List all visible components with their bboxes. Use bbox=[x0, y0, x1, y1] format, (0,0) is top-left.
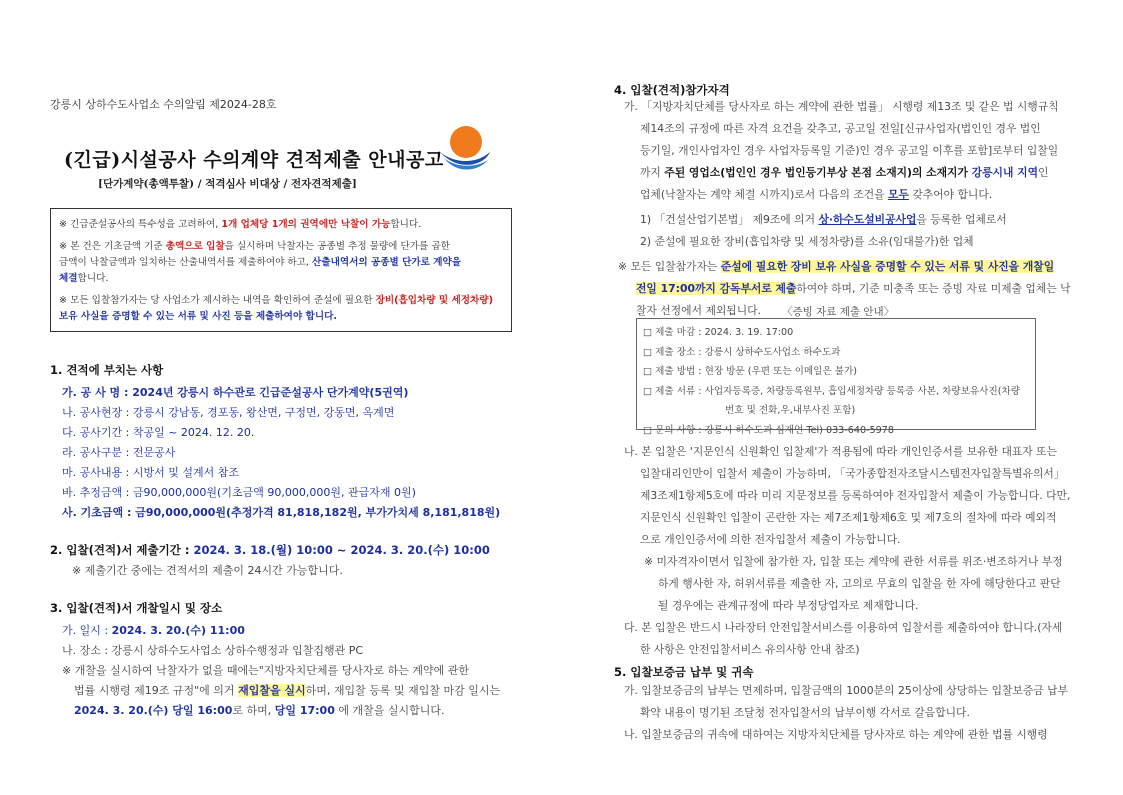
qualification-text: 등기일, 개인사업자인 경우 사업자등록일 기준)인 경우 공고일 이후를 포함]로부터 입찰일 bbox=[640, 144, 1059, 157]
section-3-heading: 3. 입찰(견적)서 개찰일시 및 장소 bbox=[50, 601, 223, 615]
safe-bid-text: 다. 본 입찰은 반드시 나라장터 안전입찰서비스를 이용하여 입찰서를 제출하여야 합니다.(자세 bbox=[624, 621, 1063, 634]
fingerprint-text: 입찰대리인만이 입찰서 제출이 가능하며, 「국가종합전자조달시스템전자입찰특별유의서」 bbox=[640, 467, 1065, 480]
sanction-note: 될 경우에는 관계규정에 따라 부정당업자로 제재합니다. bbox=[658, 599, 919, 612]
notice-number: 강릉시 상하수도사업소 수의알림 제2024-28호 bbox=[50, 98, 277, 111]
evidence-box bbox=[636, 318, 1036, 436]
submission-note: ※ 제출기간 중에는 견적서의 제출이 24시간 가능합니다. bbox=[72, 564, 343, 577]
evidence-row: □ 문의 사항 : 강릉시 하수도과 심재언 Tel) 033-640-5978 bbox=[643, 424, 894, 436]
opening-datetime: 가. 일시 : 2024. 3. 20.(수) 11:00 bbox=[62, 624, 245, 637]
section-1-heading: 1. 견적에 부치는 사항 bbox=[50, 363, 164, 377]
project-type: 라. 공사구분 : 전문공사 bbox=[62, 446, 176, 459]
section-2-heading: 2. 입찰(견적)서 제출기간 : 2024. 3. 18.(월) 10:00 ~ 2024. 3. 20.(수) 10:00 bbox=[50, 543, 490, 557]
project-site: 나. 공사현장 : 강릉시 강남동, 경포동, 왕산면, 구정면, 강동면, 옥계면 bbox=[62, 406, 395, 419]
deposit-text: 나. 입찰보증금의 귀속에 대하여는 지방자치단체를 당사자로 하는 계약에 관한 법률 시행령 bbox=[624, 728, 1048, 741]
page-title: (긴급)시설공사 수의계약 견적제출 안내공고 bbox=[64, 149, 444, 171]
evidence-row: 번호 및 전화,우,내부사진 포함) bbox=[725, 405, 856, 416]
notice-box bbox=[50, 208, 512, 332]
condition-1: 1) 「건설산업기본법」 제9조에 의거 상·하수도설비공사업을 등록한 업체로서 bbox=[640, 213, 1007, 226]
qualification-text: 까지 주된 영업소(법인인 경우 법인등기부상 본점 소재지)의 소재지가 강릉시내 지역인 bbox=[640, 166, 1049, 179]
opening-place: 나. 장소 : 강릉시 상하수도사업소 상하수행정과 입찰집행관 PC bbox=[62, 644, 364, 657]
fingerprint-text: 나. 본 입찰은 '지문인식 신원확인 입찰제'가 적용됨에 따라 개인인증서를 보유한 대표자 또는 bbox=[624, 445, 1058, 458]
equipment-note: 전일 17:00까지 감독부서로 제출하여야 하며, 기준 미충족 또는 증빙 자료 미제출 업체는 낙 bbox=[636, 282, 1071, 295]
sanction-note: 하게 행사한 자, 허위서류를 제출한 자, 고의로 무효의 입찰을 한 자에 해당한다고 판단 bbox=[658, 577, 1061, 590]
gangneung-logo-icon bbox=[438, 122, 492, 176]
evidence-row: □ 제출 방법 : 현장 방문 (우편 또는 이메일은 불가) bbox=[643, 366, 858, 377]
evidence-title: 〈증빙 자료 제출 안내〉 bbox=[782, 306, 895, 318]
evidence-row: □ 제출 마감 : 2024. 3. 19. 17:00 bbox=[643, 327, 794, 338]
project-content: 마. 공사내용 : 시방서 및 설계서 참조 bbox=[62, 466, 239, 479]
equipment-note: 찰자 선정에서 제외됩니다. bbox=[636, 304, 762, 317]
fingerprint-text: 지문인식 신원확인 입찰이 곤란한 자는 제7조제1항제6호 및 제7호의 절차에 따라 예외적 bbox=[640, 511, 1057, 524]
project-name: 가. 공 사 명 : 2024년 강릉시 하수관로 긴급준설공사 단가계약(5권역) bbox=[62, 386, 409, 399]
rebid-note: ※ 개찰을 실시하여 낙찰자가 없을 때에는"지방자치단체를 당사자로 하는 계약에 관한 bbox=[62, 664, 470, 677]
qualification-text: 가. 「지방자치단체를 당사자로 하는 계약에 관한 법률」 시행령 제13조 및 같은 법 시행규칙 bbox=[624, 100, 1059, 113]
section-4-heading: 4. 입찰(견적)참가자격 bbox=[614, 83, 730, 97]
equipment-note: ※ 모든 입찰참가자는 준설에 필요한 장비 보유 사실을 증명할 수 있는 서류 및 사진을 개찰일 bbox=[618, 260, 1055, 273]
notice-item: ※ 본 건은 기초금액 기준 총액으로 입찰을 실시하며 낙찰자는 공종별 추정 물량에 단가를 곱한 금액이 낙찰금액과 일치하는 산출내역서를 제출하여야 하고, 산출내역서의 공종별 단가로 계약을 체결합니다. bbox=[59, 241, 462, 284]
evidence-row: □ 제출 서류 : 사업자등록증, 차량등록원부, 흡입세정차량 등록증 사본, 차량보유사진(차량 bbox=[643, 385, 1020, 397]
estimated-amount: 바. 추정금액 : 금90,000,000원(기초금액 90,000,000원, 관급자재 0원) bbox=[62, 486, 416, 499]
deposit-text: 가. 입찰보증금의 납부는 면제하며, 입찰금액의 1000분의 25이상에 상당하는 입찰보증금 납부 bbox=[624, 684, 1069, 697]
rebid-note: 법률 시행령 제19조 규정"에 의거 재입찰을 실시하며, 재입찰 등록 및 재입찰 마감 일시는 bbox=[74, 684, 501, 697]
base-amount: 사. 기초금액 : 금90,000,000원(추정가격 81,818,182원, 부가가치세 8,181,818원) bbox=[62, 506, 501, 519]
project-period: 다. 공사기간 : 착공일 ~ 2024. 12. 20. bbox=[62, 426, 255, 439]
qualification-text: 제14조의 규정에 따른 자격 요건을 갖추고, 공고일 전일[신규사업자(법인인 경우 법인 bbox=[640, 122, 1041, 135]
fingerprint-text: 으로 개인인증서에 의한 전자입찰서 제출이 가능합니다. bbox=[640, 533, 901, 546]
safe-bid-text: 한 사항은 안전입찰서비스 유의사항 안내 참조) bbox=[640, 643, 860, 656]
fingerprint-text: 제3조제1항제5호에 따라 미리 지문정보를 등록하여야 전자입찰서 제출이 가능합니다. 다만, bbox=[640, 489, 1071, 502]
deposit-text: 확약 내용이 명기된 조달청 전자입찰서의 납부이행 각서로 갈음합니다. bbox=[640, 706, 970, 719]
section-5-heading: 5. 입찰보증금 납부 및 귀속 bbox=[614, 665, 754, 679]
page-subtitle: [단가계약(총액투찰) / 적격심사 비대상 / 전자견적제출] bbox=[98, 178, 357, 190]
condition-2: 2) 준설에 필요한 장비(흡입차량 및 세정차량)를 소유(임대불가)한 업체 bbox=[640, 235, 974, 248]
evidence-row: □ 제출 장소 : 강릉시 상하수도사업소 하수도과 bbox=[643, 346, 841, 358]
rebid-note: 2024. 3. 20.(수) 당일 16:00로 하며, 당일 17:00 에 개찰을 실시합니다. bbox=[74, 704, 445, 717]
sanction-note: ※ 미자격자이면서 입찰에 참가한 자, 입찰 또는 계약에 관한 서류를 위조·변조하거나 부정 bbox=[644, 555, 1063, 568]
notice-item: ※ 긴급준설공사의 특수성을 고려하여, 1개 업체당 1개의 권역에만 낙찰이 가능합니다. bbox=[59, 219, 422, 230]
qualification-text: 업체(낙찰자는 계약 체결 시까지)로서 다음의 조건을 모두 갖추어야 합니다. bbox=[640, 188, 993, 201]
notice-item: ※ 모든 입찰참가자는 당 사업소가 제시하는 내역을 확인하여 준설에 필요한 장비(흡입차량 및 세정차량) 보유 사실을 증명할 수 있는 서류 및 사진 등을 제출하여야 합니다. bbox=[59, 295, 493, 322]
